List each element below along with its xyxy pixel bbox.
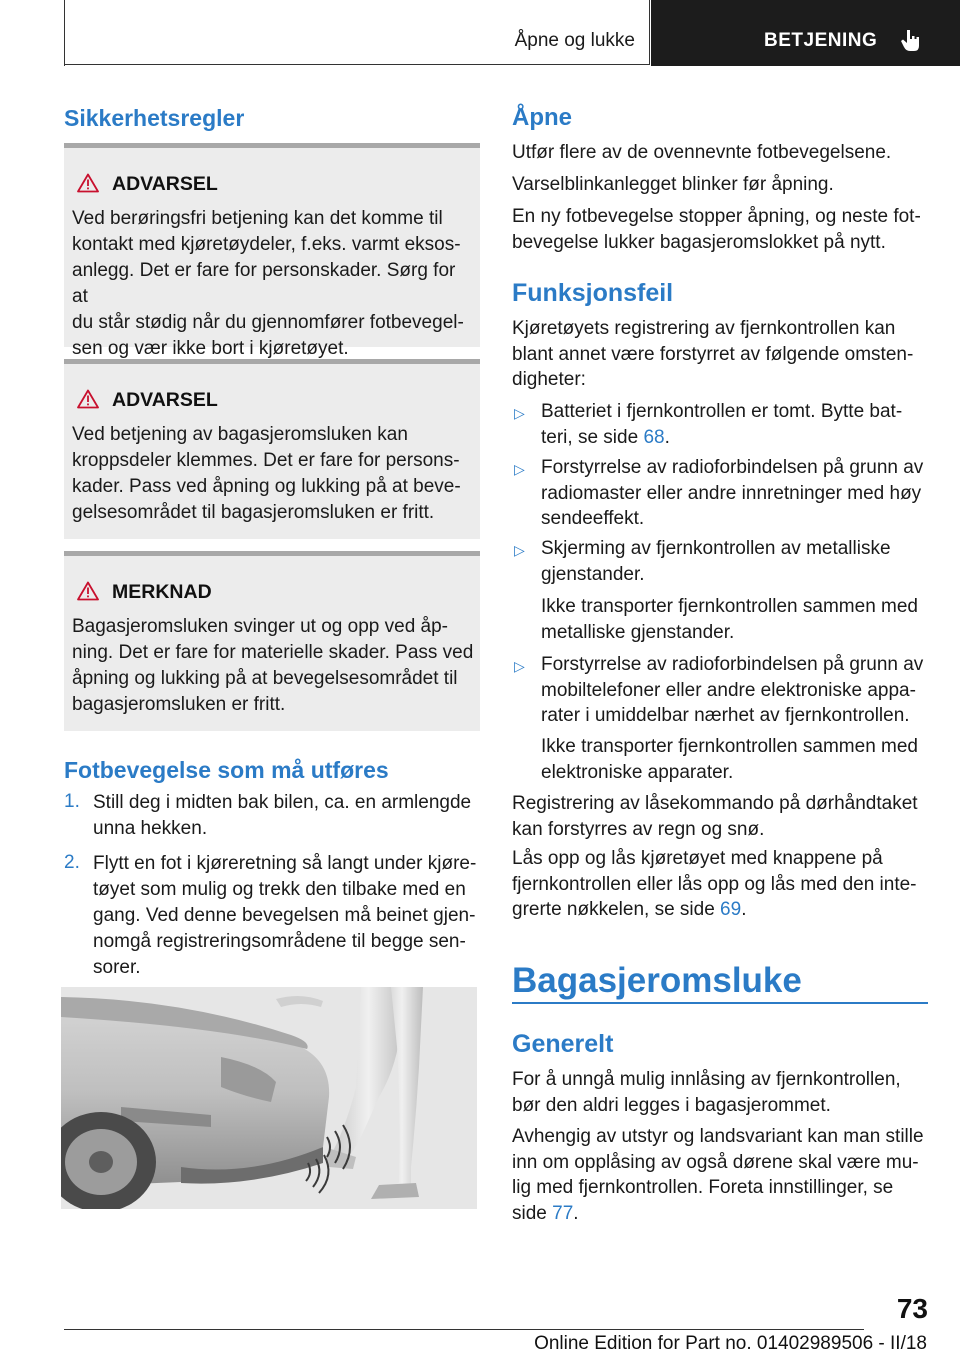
paragraph <box>512 140 928 166</box>
text-line: radiomaster eller andre innretninger med høy <box>541 482 922 504</box>
text-line: Ikke transporter fjernkontrollen sammen med <box>541 736 918 757</box>
step-text <box>93 851 481 981</box>
page-link[interactable]: 68 <box>643 426 665 448</box>
text-line: bør den aldri legges i bagasjerommet. <box>512 1094 831 1116</box>
text-line: Flytt en fot i kjøreretning så langt under kjøre- <box>93 853 477 874</box>
step-number: 1. <box>64 791 80 812</box>
paragraph <box>512 172 928 198</box>
text-line: Ved betjening av bagasjeromsluken kan <box>72 424 408 445</box>
text-fragment: . <box>664 426 670 448</box>
text-line: sorer. <box>93 957 141 978</box>
tailgate-heading: Bagasjeromsluke <box>512 961 802 1000</box>
text-fragment: grerte nøkkelen, se side <box>512 899 721 920</box>
page-link[interactable]: 77 <box>552 1202 574 1224</box>
text-line: Forstyrrelse av radioforbindelsen på grunn av <box>541 654 924 675</box>
text-line: bevegelse lukker bagasjeromslokket på nytt. <box>512 231 886 253</box>
text-line: blant annet være forstyrret av følgende omsten- <box>512 343 914 365</box>
text-line: For å unngå mulig innlåsing av fjernkontrollen, <box>512 1069 901 1090</box>
text-line <box>541 425 929 451</box>
warning-box <box>64 143 480 359</box>
edition-info: Online Edition for Part no. 01402989506 - II/18 <box>534 1333 927 1354</box>
paragraph <box>512 204 932 255</box>
text-line: gjenstander. <box>541 563 645 585</box>
warning-triangle-icon <box>77 173 99 193</box>
car-rear-illustration <box>61 987 477 1209</box>
text-fragment: side <box>512 1202 553 1224</box>
warning-label: ADVARSEL <box>112 389 218 411</box>
bullet-note <box>541 734 929 785</box>
section-tab <box>651 0 960 66</box>
warning-label: ADVARSEL <box>112 173 218 195</box>
text-line: inn om opplåsing av også dørene skal være mu- <box>512 1151 919 1173</box>
bullet-note <box>541 594 929 645</box>
text-line: Avhengig av utstyr og landsvariant kan man stille <box>512 1126 924 1147</box>
bullet-text <box>541 399 929 450</box>
text-line <box>512 897 932 923</box>
foot-motion-heading: Fotbevegelse som må utføres <box>64 757 389 783</box>
text-line: Batteriet i fjernkontrollen er tomt. Bytte bat- <box>541 401 903 422</box>
chapter-tab <box>65 0 650 65</box>
text-line: Bagasjeromsluken svinger ut og opp ved åp- <box>72 616 449 637</box>
text-line: Lås opp og lås kjøretøyet med knappene på <box>512 848 883 869</box>
text-fragment: . <box>741 899 747 920</box>
heading-rule <box>512 1002 928 1004</box>
warning-box <box>64 359 480 539</box>
text-line: En ny fotbevegelse stopper åpning, og neste fot- <box>512 206 921 227</box>
step-number: 2. <box>64 852 80 873</box>
bullet-triangle-icon: ▷ <box>514 542 525 558</box>
hand-pointer-icon <box>898 27 924 53</box>
notice-box <box>64 551 480 731</box>
bullet-triangle-icon: ▷ <box>514 405 525 421</box>
text-line: nomgå registreringsområdene til begge sen- <box>93 931 466 952</box>
paragraph <box>512 846 932 923</box>
foot-gesture-illustration <box>61 987 477 1209</box>
text-line: elektroniske apparater. <box>541 761 734 783</box>
text-line: unna hekken. <box>93 818 208 839</box>
text-line: du står stødig når du gjennomfører fotbevegel- <box>72 312 464 333</box>
bullet-text <box>541 652 929 729</box>
text-line: fjernkontrollen eller lås opp og lås med den inte- <box>512 873 917 895</box>
text-line: gelsesområdet til bagasjeromsluken er fritt. <box>72 502 435 523</box>
bullet-triangle-icon: ▷ <box>514 658 525 674</box>
text-line: tøyet som mulig og trekk den tilbake med en <box>93 879 466 900</box>
section-title: BETJENING <box>764 30 878 51</box>
general-heading: Generelt <box>512 1030 614 1058</box>
paragraph <box>512 316 928 393</box>
paragraph <box>512 1124 932 1226</box>
text-line: sen og vær ikke bort i kjøretøyet. <box>72 338 349 359</box>
warning-text <box>72 206 476 362</box>
bullet-triangle-icon: ▷ <box>514 461 525 477</box>
text-line <box>512 1201 932 1227</box>
text-line: Ved berøringsfri betjening kan det komme til <box>72 208 443 229</box>
chapter-title: Åpne og lukke <box>514 30 635 51</box>
text-line: kader. Pass ved åpning og lukking på at beve- <box>72 476 461 497</box>
text-line: kan forstyrres av regn og snø. <box>512 818 765 840</box>
text-line: mobiltelefoner eller andre elektroniske appa- <box>541 679 916 701</box>
text-fragment: teri, se side <box>541 426 644 448</box>
text-line: Kjøretøyets registrering av fjernkontrollen kan <box>512 318 896 339</box>
text-line: digheter: <box>512 369 586 390</box>
text-line: kontakt med kjøretøydeler, f.eks. varmt eksos- <box>72 234 461 255</box>
bullet-text <box>541 536 929 587</box>
text-line: gang. Ved denne bevegelsen må beinet gjen- <box>93 905 476 926</box>
text-line: åpning og lukking på at bevegelsesområdet til <box>72 668 458 689</box>
text-line: rater i umiddelbar nærhet av fjernkontrollen. <box>541 705 910 726</box>
text-line: lig med fjernkontrollen. Foreta innstillinger, se <box>512 1177 894 1198</box>
bullet-text <box>541 455 929 532</box>
text-line: sendeeffekt. <box>541 508 645 529</box>
notice-text <box>72 614 476 718</box>
malfunction-heading: Funksjonsfeil <box>512 279 674 307</box>
step-text <box>93 790 481 842</box>
text-fragment: . <box>573 1202 579 1224</box>
page-number: 73 <box>896 1293 928 1324</box>
text-line: bagasjeromsluken er fritt. <box>72 694 286 715</box>
text-line: anlegg. Det er fare for personskader. Sørg for at <box>72 260 456 307</box>
safety-heading: Sikkerhetsregler <box>64 105 245 131</box>
paragraph <box>512 1067 928 1118</box>
text-line: Varselblinkanlegget blinker før åpning. <box>512 174 834 195</box>
text-line: ning. Det er fare for materielle skader. Pass ved <box>72 642 474 663</box>
text-line: Registrering av låsekommando på dørhåndtaket <box>512 793 918 814</box>
warning-triangle-icon <box>77 581 99 601</box>
text-line: Still deg i midten bak bilen, ca. en armlengde <box>93 792 472 813</box>
paragraph <box>512 791 928 842</box>
open-heading: Åpne <box>512 104 572 131</box>
page-header <box>64 0 960 66</box>
text-line: Utfør flere av de ovennevnte fotbevegelsene. <box>512 142 892 163</box>
text-line: kroppsdeler klemmes. Det er fare for persons- <box>72 450 460 471</box>
warning-text <box>72 422 476 526</box>
notice-label: MERKNAD <box>112 581 212 603</box>
text-line: metalliske gjenstander. <box>541 621 735 643</box>
page-link[interactable]: 69 <box>720 899 742 920</box>
text-line: Ikke transporter fjernkontrollen sammen med <box>541 596 918 617</box>
text-line: Forstyrrelse av radioforbindelsen på grunn av <box>541 457 924 478</box>
warning-triangle-icon <box>77 389 99 409</box>
footer-rule <box>64 1329 864 1330</box>
text-line: Skjerming av fjernkontrollen av metalliske <box>541 538 891 559</box>
